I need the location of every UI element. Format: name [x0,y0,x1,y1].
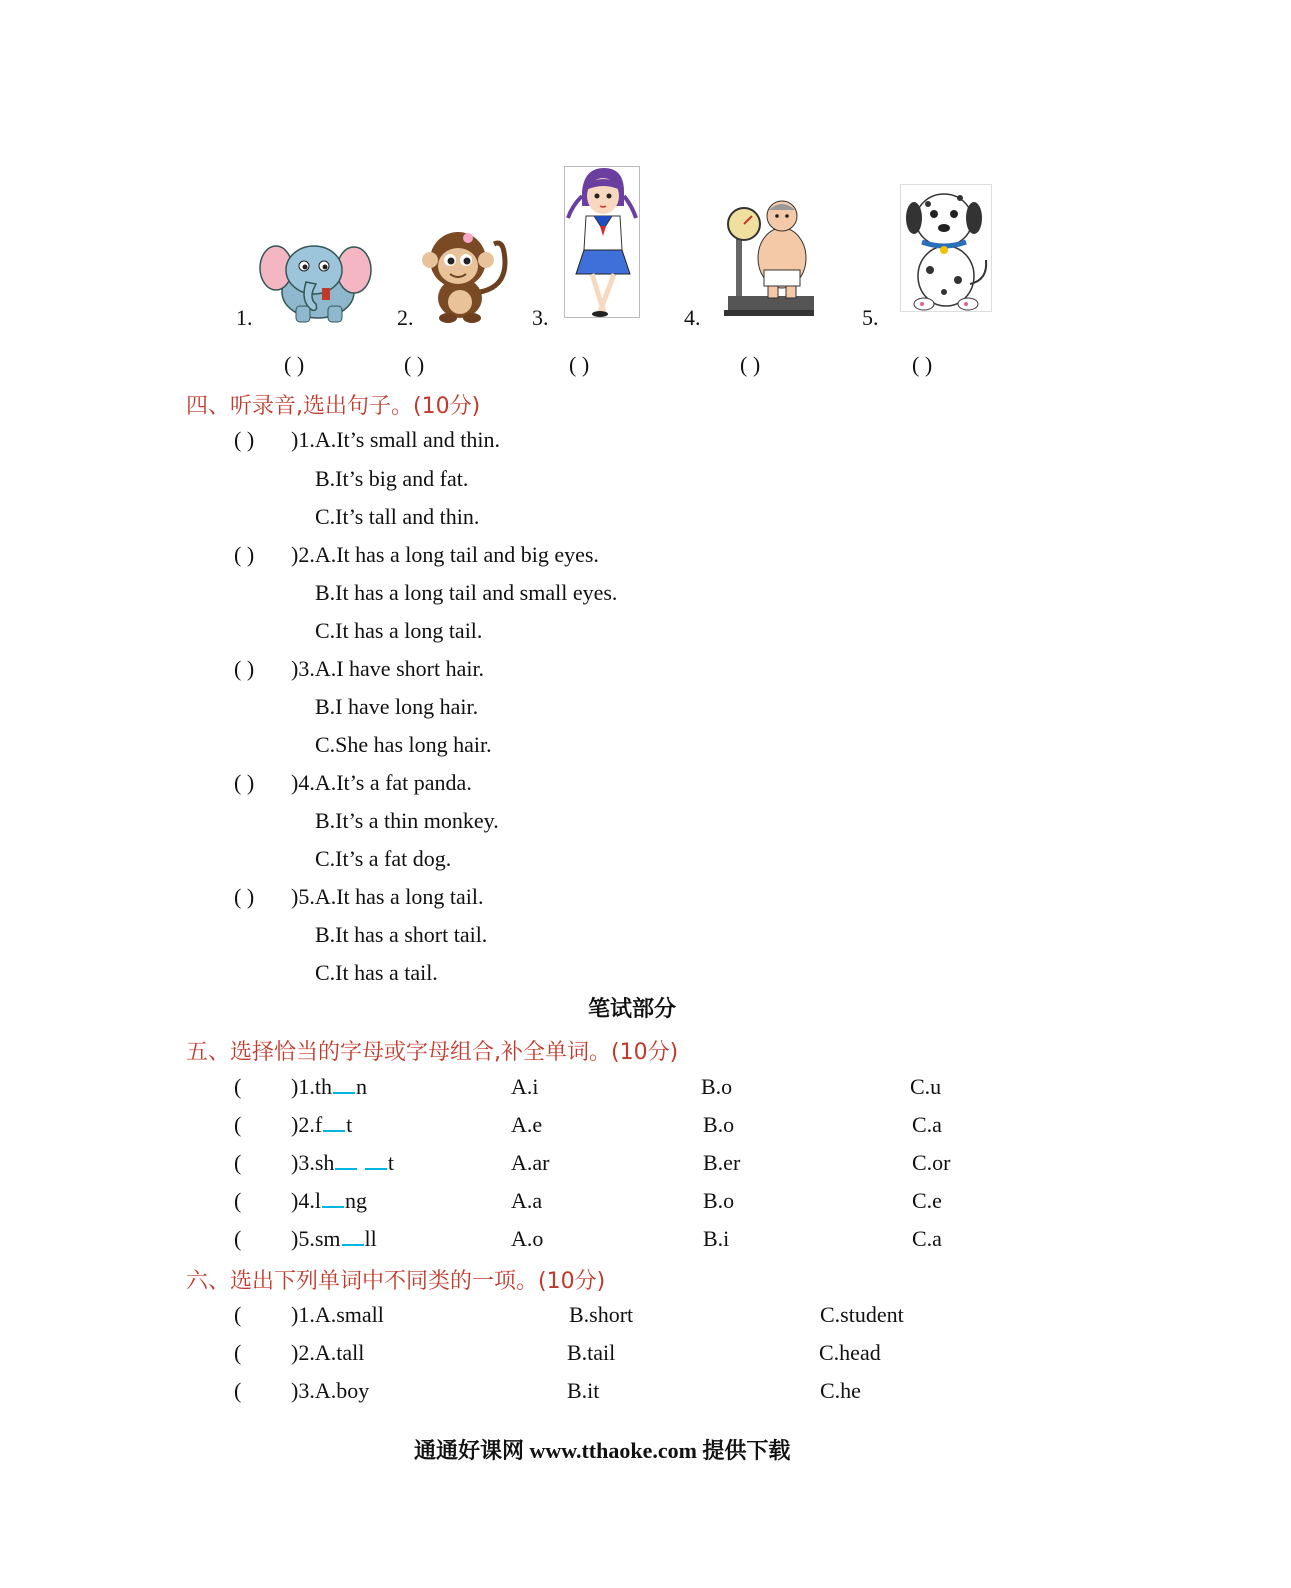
s5-q2-option-a: A.e [511,1112,543,1137]
s6-q3-option-b: B.it [567,1378,600,1403]
s6-q2-paren[interactable]: ( [234,1340,242,1365]
s5-q1-word: )1.th n [291,1074,367,1099]
s4-q4-paren[interactable]: ( ) [234,770,255,795]
picture-number-5: 5. [862,305,879,330]
written-part-heading: 笔试部分 [588,997,677,1022]
s5-q5-word: )5.sm ll [291,1226,377,1251]
s4-q4-option-c: C.It’s a fat dog. [315,846,452,871]
s4-q2-option-a: )2.A.It has a long tail and big eyes. [291,542,599,567]
girl-picture [564,166,640,318]
elephant-picture [256,236,374,328]
section5-title: 五、选择恰当的字母或字母组合,补全单词。(10分) [186,1040,679,1065]
s4-q3-option-a: )3.A.I have short hair. [291,656,485,681]
s5-q3-option-a: A.ar [511,1150,550,1175]
s5-q1-paren[interactable]: ( [234,1074,242,1099]
s4-q1-option-a: )1.A.It’s small and thin. [291,427,500,452]
s5-q4-blank[interactable] [322,1188,344,1208]
s5-q1-option-c: C.u [910,1074,942,1099]
fat-man-on-scale-picture [724,196,814,320]
s4-q2-option-c: C.It has a long tail. [315,618,483,643]
s4-q5-option-c: C.It has a tail. [315,960,438,985]
picture-answer-3[interactable]: ( ) [569,352,590,377]
s4-q1-paren[interactable]: ( ) [234,427,255,452]
s6-q3-paren[interactable]: ( [234,1378,242,1403]
s5-q4-option-b: B.o [703,1188,735,1213]
s4-q4-option-a: )4.A.It’s a fat panda. [291,770,472,795]
s6-q2-option-a: )2.A.tall [291,1340,365,1365]
s4-q3-option-b: B.I have long hair. [315,694,479,719]
s5-q5-paren[interactable]: ( [234,1226,242,1251]
s4-q5-option-b: B.It has a short tail. [315,922,488,947]
s5-q3-option-c: C.or [912,1150,951,1175]
picture-answer-5[interactable]: ( ) [912,352,933,377]
s5-q3-option-b: B.er [703,1150,741,1175]
s5-q3-blank-1[interactable] [335,1150,357,1170]
s5-q4-word: )4.l ng [291,1188,367,1213]
s6-q3-option-a: )3.A.boy [291,1378,370,1403]
s6-q2-option-b: B.tail [567,1340,616,1365]
s6-q1-option-c: C.student [820,1302,904,1327]
picture-number-2: 2. [397,305,414,330]
s6-q1-paren[interactable]: ( [234,1302,242,1327]
s6-q1-option-b: B.short [569,1302,634,1327]
s5-q3-blank-2[interactable] [365,1150,387,1170]
monkey-picture [418,222,512,324]
s5-q2-word: )2.f t [291,1112,353,1137]
s5-q5-blank[interactable] [342,1226,364,1246]
s6-q3-option-c: C.he [820,1378,861,1403]
s6-q1-option-a: )1.A.small [291,1302,384,1327]
s5-q3-paren[interactable]: ( [234,1150,242,1175]
s4-q1-option-c: C.It’s tall and thin. [315,504,480,529]
s4-q2-paren[interactable]: ( ) [234,542,255,567]
s6-q2-option-c: C.head [819,1340,881,1365]
picture-number-4: 4. [684,305,701,330]
s4-q4-option-b: B.It’s a thin monkey. [315,808,499,833]
s4-q5-paren[interactable]: ( ) [234,884,255,909]
footer-credit: 通通好课网 www.tthaoke.com 提供下载 [414,1438,791,1463]
section6-title: 六、选出下列单词中不同类的一项。(10分) [186,1269,606,1294]
s4-q5-option-a: )5.A.It has a long tail. [291,884,484,909]
section4-title: 四、听录音,选出句子。(10分) [186,394,481,419]
picture-answer-2[interactable]: ( ) [404,352,425,377]
s5-q2-paren[interactable]: ( [234,1112,242,1137]
picture-number-1: 1. [236,305,253,330]
s4-q1-option-b: B.It’s big and fat. [315,466,469,491]
s5-q5-option-c: C.a [912,1226,942,1251]
s5-q2-option-b: B.o [703,1112,735,1137]
s5-q2-option-c: C.a [912,1112,942,1137]
s5-q1-option-b: B.o [701,1074,733,1099]
picture-answer-4[interactable]: ( ) [740,352,761,377]
picture-answer-1[interactable]: ( ) [284,352,305,377]
s5-q1-option-a: A.i [511,1074,539,1099]
s5-q5-option-b: B.i [703,1226,730,1251]
s4-q3-paren[interactable]: ( ) [234,656,255,681]
s5-q1-blank[interactable] [333,1074,355,1094]
dog-picture [900,184,992,312]
s4-q2-option-b: B.It has a long tail and small eyes. [315,580,618,605]
s4-q3-option-c: C.She has long hair. [315,732,492,757]
s5-q4-option-a: A.a [511,1188,543,1213]
s5-q4-option-c: C.e [912,1188,942,1213]
s5-q3-word: )3.sh t [291,1150,395,1175]
picture-number-3: 3. [532,305,549,330]
s5-q2-blank[interactable] [323,1112,345,1132]
s5-q5-option-a: A.o [511,1226,544,1251]
s5-q4-paren[interactable]: ( [234,1188,242,1213]
